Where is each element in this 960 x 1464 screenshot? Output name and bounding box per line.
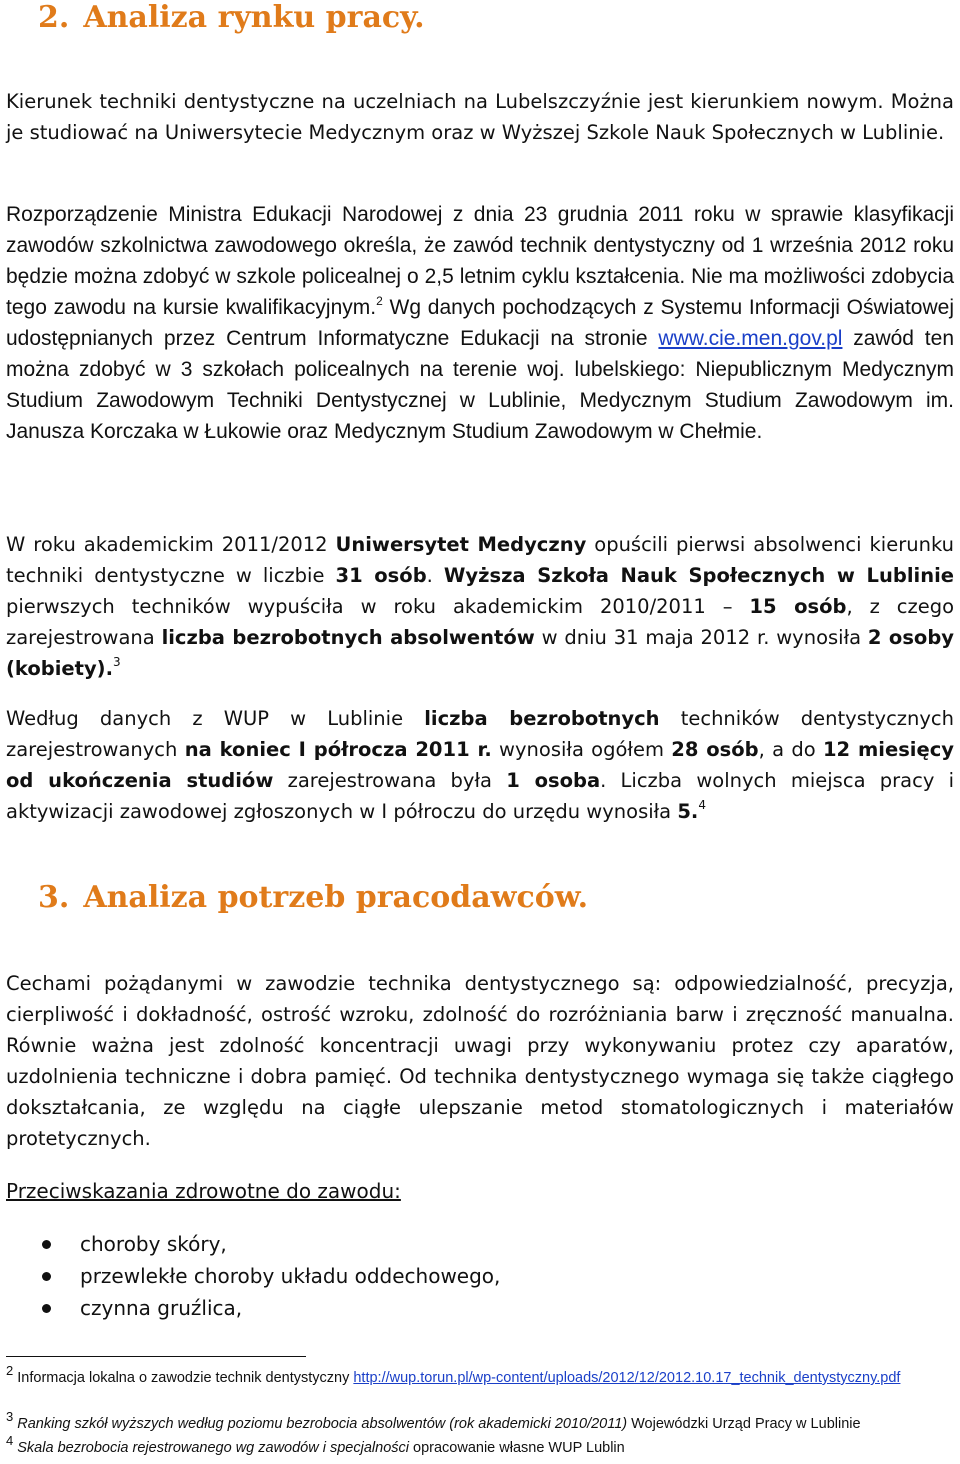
cie-link[interactable]: www.cie.men.gov.pl [658,327,843,350]
footnote-2-link[interactable]: http://wup.torun.pl/wp-content/uploads/2012/12/2012.10.17_technik_dentystyczny.pdf [353,1370,901,1386]
section-2-heading: 2. Analiza rynku pracy. [38,0,425,35]
section-3-heading: 3. Analiza potrzeb pracodawców. [38,880,589,915]
list-item: czynna gruźlica, [0,1292,500,1324]
paragraph-1: Kierunek techniki dentystyczne na uczelniach na Lubelszczyźnie jest kierunkiem nowym. Można je studiować na Uniwersytecie Medycznym oraz w Wyższej Szkole Nauk Społecznych w Lublinie. [6,90,954,144]
footnote-divider [6,1356,306,1357]
list-item: przewlekłe choroby układu oddechowego, [0,1260,500,1292]
footnote-ref-3: 3 [112,655,121,669]
bullet-icon [42,1240,51,1249]
paragraph-4: Według danych z WUP w Lublinie liczba bezrobotnych techników dentystycznych zarejestrowanych na koniec I półrocza 2011 r. wynosiła ogółem 28 osób, a do 12 miesięcy od ukończenia studiów zarejestrowana była 1 osoba. Liczba wolnych miejsca pracy i aktywizacji zawodowej zgłoszonych w I półroczu do urzędu wynosiła 5.$^4$ [6,707,955,823]
list-item: choroby skóry, [0,1228,500,1260]
footnote-4: $^4$ Skala bezrobocia rejestrowanego wg zawodów i specjalności opracowanie własne WUP Lublin [6,1433,625,1456]
footnote-3: $^3$ Ranking szkół wyższych według poziomu bezrobocia absolwentów (rok akademicki 2010/2011) Wojewódzki Urząd Pracy w Lublinie [6,1409,861,1432]
paragraph-2: Rozporządzenie Ministra Edukacji Narodowej z dnia 23 grudnia 2011 roku w sprawie klasyfikacji zawodów szkolnictwa zawodowego określa, że zawód technik dentystyczny od 1 września 2012 roku będzie można zdobyć w szkole policealnej o 2,5 letnim cyklu kształcenia. Nie ma możliwości zdobycia tego zawodu na kursie kwalifikacyjnym.$^2$ Wg danych pochodzących z Systemu Informacji Oświatowej udostępnianych przez Centrum Informatyczne Edukacji na stronie www.cie.men.gov.pl zawód ten można zdobyć w 3 szkołach policealnych na terenie woj. lubelskiego: Niepublicznym Medycznym Studium Zawodowym Techniki Dentystycznej w Lublinie, Medycznym Studium Zawodowym im. Janusza Korczaka w Łukowie oraz Medycznym Studium Zawodowym w Chełmie. [6,203,954,443]
bullet-icon [42,1304,51,1313]
footnote-ref-4: 4 [698,798,706,812]
bullet-icon [42,1272,51,1281]
paragraph-3: W roku akademickim 2011/2012 Uniwersytet Medyczny opuścili pierwsi absolwenci kierunku techniki dentystyczne w liczbie 31 osób. Wyższa Szkoła Nauk Społecznych w Lublinie pierwszych techników wypuściła w roku akademickim 2010/2011 – 15 osób, z czego zarejestrowana liczba bezrobotnych absolwentów w dniu 31 maja 2012 r. wynosiła 2 osoby (kobiety).$^3$ [6,533,955,680]
contraindications-heading: Przeciwskazania zdrowotne do zawodu: [6,1179,401,1203]
footnote-ref-2: 2 [376,294,383,308]
paragraph-5: Cechami pożądanymi w zawodzie technika dentystycznego są: odpowiedzialność, precyzja, cierpliwość i dokładność, ostrość wzroku, zdolność do rozróżniania barw i zręczność manualna. Równie ważna jest zdolność koncentracji uwagi przy wykonywaniu protez czy aparatów, uzdolnienia techniczne i dobra pamięć. Od technika dentystycznego wymaga się także ciągłego dokształcania, ze względu na ciągłe ulepszanie metod stomatologicznych i materiałów protetycznych. [6,972,954,1150]
footnote-2: $^2$ Informacja lokalna o zawodzie technik dentystyczny http://wup.torun.pl/wp-content/uploads/2012/12/2012.10.17_technik_dentystyczny.pdf [6,1363,901,1386]
contraindications-list [0,1228,500,1324]
